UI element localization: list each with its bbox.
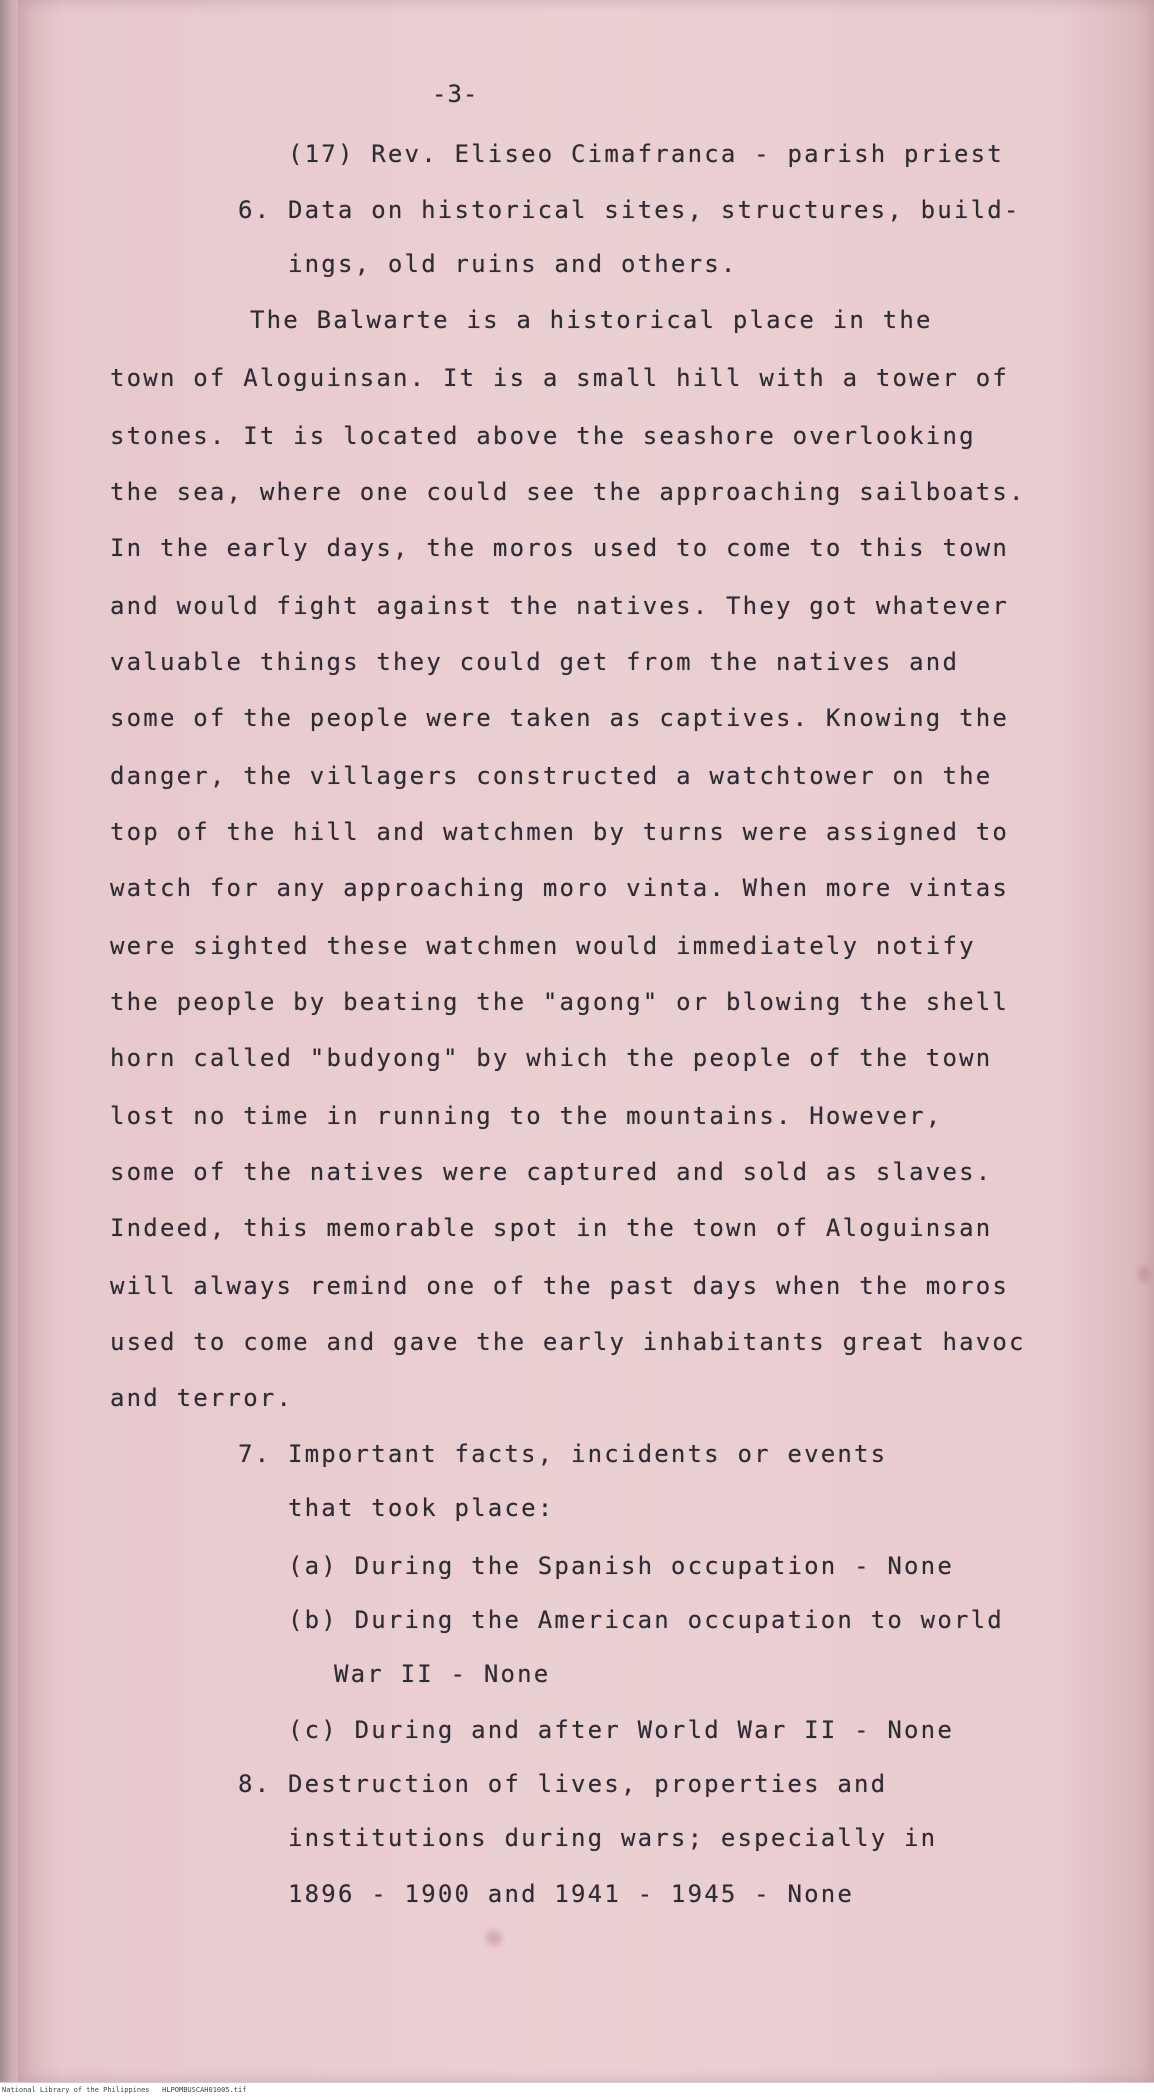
paragraph-line: will always remind one of the past days when the moros [110,1272,1010,1300]
section-heading: 1896 - 1900 and 1941 - 1945 - None [288,1880,855,1908]
paragraph-line: the people by beating the "agong" or blowing the shell [110,988,1010,1016]
ink-stain [486,1930,502,1946]
page-binding-edge [0,0,18,2082]
text-line: (17) Rev. Eliseo Cimafranca - parish priest [288,140,1004,168]
paragraph-line: some of the people were taken as captives. Knowing the [110,704,1010,732]
paragraph-line: some of the natives were captured and sold as slaves. [110,1158,993,1186]
list-item: War II - None [334,1660,551,1688]
ink-stain [1138,1266,1150,1282]
list-item: (c) During and after World War II - None [288,1716,954,1744]
section-heading: institutions during wars; especially in [288,1824,938,1852]
list-item: (b) During the American occupation to world [288,1606,1004,1634]
paragraph-line: the sea, where one could see the approaching sailboats. [110,478,1026,506]
paragraph-line: danger, the villagers constructed a watchtower on the [110,762,993,790]
paragraph-line: watch for any approaching moro vinta. When more vintas [110,874,1010,902]
paragraph-line: stones. It is located above the seashore overlooking [110,422,976,450]
paragraph-line: town of Aloguinsan. It is a small hill with a tower of [110,364,1010,392]
paragraph-line: and terror. [110,1384,294,1412]
paragraph-line: horn called "budyong" by which the people of the town [110,1044,993,1072]
section-heading: 8. Destruction of lives, properties and [238,1770,888,1798]
page-number: -3- [432,80,479,108]
section-heading: ings, old ruins and others. [288,250,738,278]
paragraph-line: lost no time in running to the mountains. However, [110,1102,943,1130]
paragraph-line: used to come and gave the early inhabitants great havoc [110,1328,1026,1356]
section-heading: that took place: [288,1494,555,1522]
paragraph-line: were sighted these watchmen would immediately notify [110,932,976,960]
paragraph-line: In the early days, the moros used to come to this town [110,534,1010,562]
paragraph-line: The Balwarte is a historical place in the [250,306,933,334]
section-heading: 6. Data on historical sites, structures, build- [238,196,1021,224]
paragraph-line: and would fight against the natives. They got whatever [110,592,1010,620]
paragraph-line: valuable things they could get from the natives and [110,648,960,676]
paragraph-line: top of the hill and watchmen by turns were assigned to [110,818,1010,846]
section-heading: 7. Important facts, incidents or events [238,1440,888,1468]
scan-footer-label: National Library of the Philippines HLPOMBUSCAH01005.tif [2,2086,247,2094]
paragraph-line: Indeed, this memorable spot in the town of Aloguinsan [110,1214,993,1242]
list-item: (a) During the Spanish occupation - None [288,1552,954,1580]
